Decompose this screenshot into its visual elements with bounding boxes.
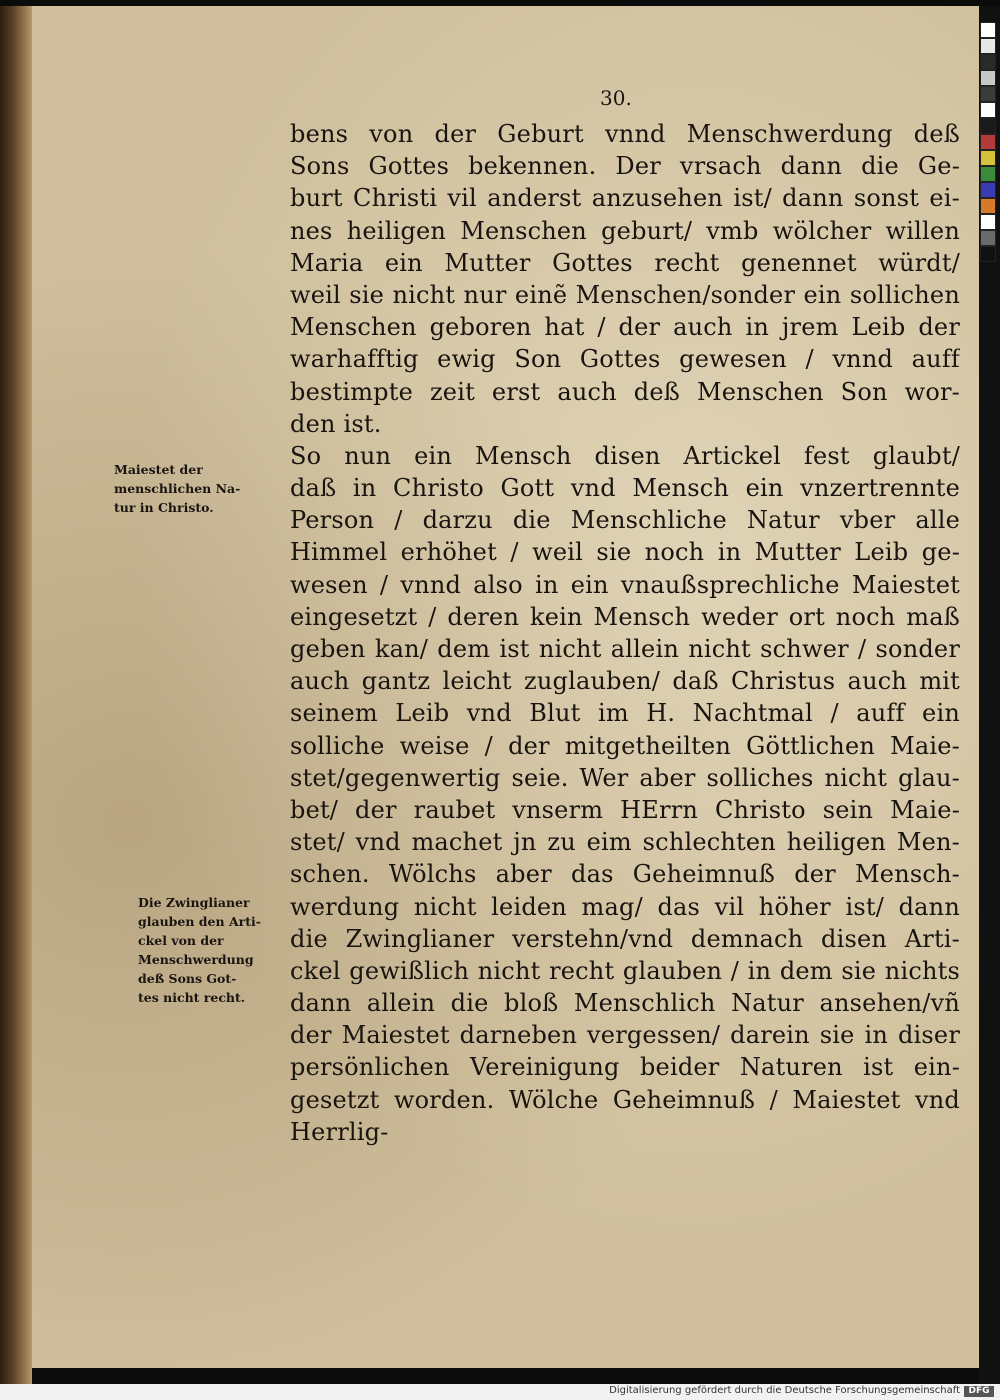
text-line: seinem Leib vnd Blut im H. Nachtmal / auff ein — [290, 699, 960, 728]
margin-note-line: Menschwerdung — [138, 952, 254, 967]
text-line: bens von der Geburt vnnd Menschwerdung deß — [290, 120, 960, 148]
text-line: daß in Christo Gott vnd Mensch ein vnzertrennte — [290, 474, 960, 503]
text-line: eingesetzt / deren kein Mensch weder ort noch maß — [290, 602, 960, 631]
text-line: die Zwinglianer verstehn/vnd demnach disen Arti- — [290, 924, 960, 953]
text-line: werdung nicht leiden mag/ das vil höher ist/ dann — [290, 892, 960, 921]
text-line: ckel gewißlich nicht recht glauben / in dem sie nichts — [290, 956, 960, 985]
color-swatch — [980, 182, 996, 198]
dfg-logo: DFG — [964, 1386, 994, 1397]
color-swatch — [980, 198, 996, 214]
margin-note-line: Die Zwinglianer — [138, 895, 250, 910]
margin-note-line: Maiestet der — [114, 462, 203, 477]
margin-note-zwinglianer — [138, 893, 261, 1007]
text-line: geben kan/ dem ist nicht allein nicht schwer / sonder — [290, 635, 960, 663]
color-swatch — [980, 22, 996, 38]
color-swatch — [980, 246, 996, 262]
text-line: solliche weise / der mitgetheilten Göttlichen Maie- — [290, 731, 960, 760]
color-swatch — [980, 214, 996, 230]
text-line: auch gantz leicht zuglauben/ daß Christus auch mit — [290, 667, 960, 696]
text-line: bet/ der raubet vnserm HErrn Christo sein Maie- — [290, 795, 960, 824]
margin-note-line: tur in Christo. — [114, 500, 214, 515]
text-line: warhafftig ewig Son Gottes gewesen / vnnd auff — [290, 345, 960, 374]
text-line: persönlichen Vereinigung beider Naturen ist ein- — [290, 1053, 960, 1082]
text-line: dann allein die bloß Menschlich Natur ansehen/vñ — [290, 989, 960, 1018]
text-line: der Maiestet darneben vergessen/ darein sie in diser — [290, 1021, 960, 1050]
color-calibration-strip — [980, 22, 996, 262]
text-line: den ist. — [290, 409, 382, 438]
margin-note-maiestet — [114, 460, 240, 517]
margin-note-line: ckel von der — [138, 933, 224, 948]
text-line: nes heiligen Menschen geburt/ vmb wölcher willen — [290, 216, 960, 245]
footer-credit: Digitalisierung gefördert durch die Deutsche Forschungsgemeinschaft — [609, 1385, 960, 1396]
color-swatch — [980, 102, 996, 118]
margin-note-line: deß Sons Got- — [138, 971, 237, 986]
text-line: Himmel erhöhet / weil sie noch in Mutter Leib ge- — [290, 538, 960, 567]
color-swatch — [980, 38, 996, 54]
color-swatch — [980, 86, 996, 102]
text-line: bestimpte zeit erst auch deß Menschen Son wor- — [290, 377, 960, 406]
text-line: Menschen geboren hat / der auch in jrem Leib der — [290, 313, 960, 342]
text-line: Maria ein Mutter Gottes recht genennet würdt/ — [290, 248, 960, 277]
margin-note-line: menschlichen Na- — [114, 481, 241, 496]
page-number: 30. — [600, 86, 632, 110]
color-swatch — [980, 118, 996, 134]
text-line: stet/ vnd machet jn zu eim schlechten heiligen Men- — [290, 828, 960, 857]
margin-note-line: glauben den Arti- — [138, 914, 261, 929]
text-line: So nun ein Mensch disen Artickel fest glaubt/ — [290, 441, 960, 470]
color-swatch — [980, 166, 996, 182]
book-spine-edge — [0, 6, 32, 1384]
text-line: gesetzt worden. Wölche Geheimnuß / Maiestet vnd — [290, 1085, 960, 1114]
color-swatch — [980, 150, 996, 166]
color-swatch — [980, 54, 996, 70]
body-text — [290, 118, 960, 1148]
text-line: schen. Wölchs aber das Geheimnuß der Mensch- — [290, 860, 960, 889]
text-line: wesen / vnnd also in ein vnaußsprechliche Maiestet — [290, 570, 960, 599]
margin-note-line: tes nicht recht. — [138, 990, 246, 1005]
text-line: burt Christi vil anderst anzusehen ist/ dann sonst ei- — [290, 184, 960, 213]
text-line: Herrlig- — [290, 1117, 389, 1146]
color-swatch — [980, 134, 996, 150]
text-line: Sons Gottes bekennen. Der vrsach dann die Ge- — [290, 152, 960, 181]
text-line: Person / darzu die Menschliche Natur vber alle — [290, 506, 960, 535]
color-swatch — [980, 230, 996, 246]
text-line: stet/gegenwertig seie. Wer aber solliches nicht glau- — [290, 763, 960, 792]
color-swatch — [980, 70, 996, 86]
text-line: weil sie nicht nur einẽ Menschen/sonder ein sollichen — [290, 280, 960, 309]
